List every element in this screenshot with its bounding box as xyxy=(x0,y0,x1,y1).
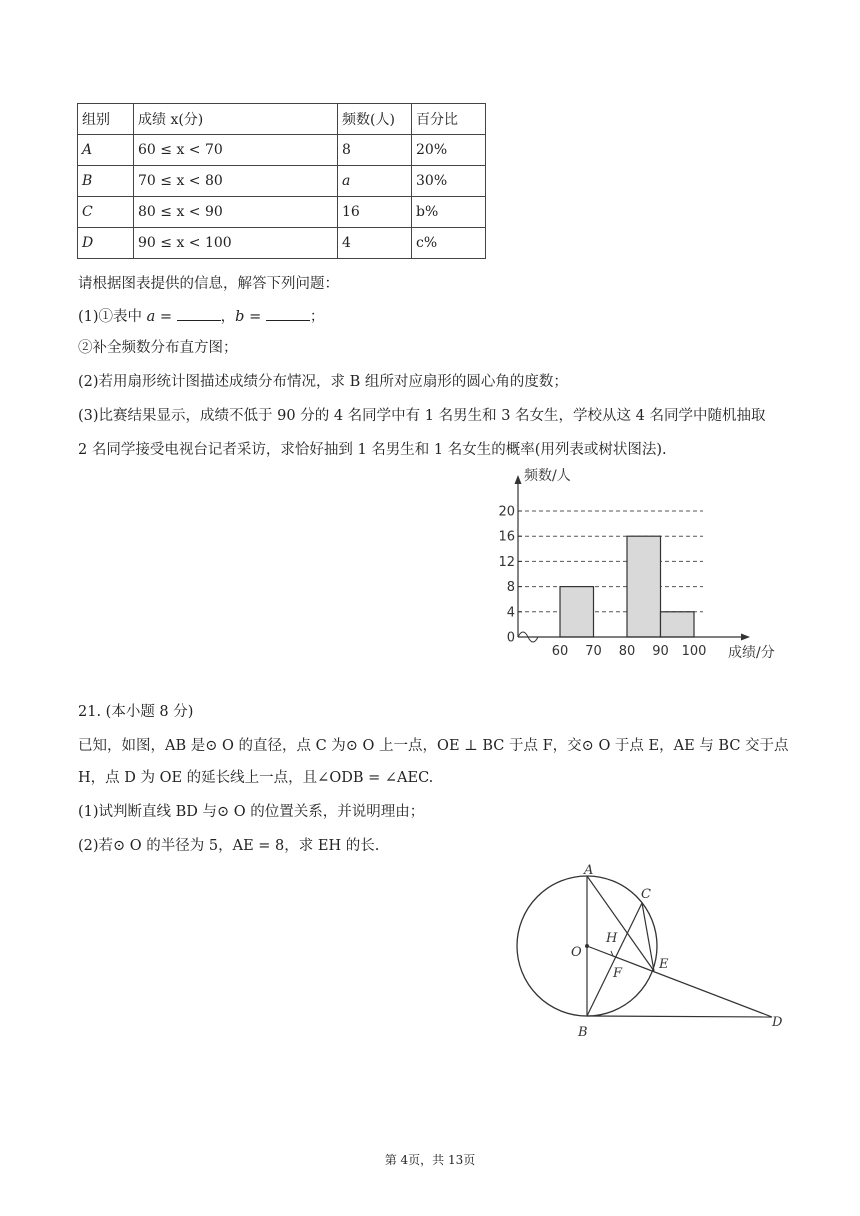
label-b: B xyxy=(578,1025,588,1040)
y-tick-label: 20 xyxy=(498,504,515,520)
x-tick-label: 80 xyxy=(618,644,636,659)
table-row xyxy=(78,228,486,259)
y-tick-label: 4 xyxy=(506,605,515,621)
label-d: D xyxy=(772,1015,783,1030)
table-cell-group: D xyxy=(78,228,134,259)
score-table xyxy=(77,103,486,259)
q20-part1-2: ②补全频数分布直方图； xyxy=(78,340,238,356)
table-cell-group: B xyxy=(78,166,134,197)
label-a: A xyxy=(584,863,594,878)
q20-part1-end: ； xyxy=(309,309,325,325)
table-header: 成绩 x(分) xyxy=(134,104,338,135)
segment-bc xyxy=(587,903,642,1016)
table-header: 百分比 xyxy=(412,104,486,135)
q20-part1-prefix: (1)①表中 xyxy=(78,309,147,325)
x-axis-label: 成绩/分 xyxy=(728,645,775,661)
answer-blank-b xyxy=(266,306,310,321)
q21-part2: (2)若⊙ O 的半径为 5，AE = 8，求 EH 的长. xyxy=(78,838,380,854)
table-cell-range: 70 ≤ x < 80 xyxy=(134,166,338,197)
table-cell-group: A xyxy=(78,135,134,166)
answer-blank-a xyxy=(177,306,221,321)
table-cell-freq: 16 xyxy=(338,197,412,228)
table-row xyxy=(78,166,486,197)
histogram-bar xyxy=(560,587,594,637)
segment-bd xyxy=(587,1016,772,1017)
x-tick-label: 90 xyxy=(652,644,669,659)
q20-part3-line1: (3)比赛结果显示，成绩不低于 90 分的 4 名同学中有 1 名男生和 3 名女生，学校从这 4 名同学中随机抽取 xyxy=(78,408,766,424)
y-axis-arrow xyxy=(515,475,522,484)
table-row xyxy=(78,135,486,166)
table-cell-pct: 20% xyxy=(412,135,486,166)
label-o: O xyxy=(571,945,582,960)
table-cell-pct: b% xyxy=(412,197,486,228)
table-header-row xyxy=(78,104,486,135)
q20-part2: (2)若用扇形统计图描述成绩分布情况，求 B 组所对应扇形的圆心角的度数； xyxy=(78,374,568,390)
label-h: H xyxy=(606,931,618,946)
table-cell-freq: 8 xyxy=(338,135,412,166)
label-c: C xyxy=(641,887,651,902)
circle-geometry-figure xyxy=(505,858,800,1043)
table-row xyxy=(78,197,486,228)
label-f: F xyxy=(613,966,623,981)
q20-intro: 请根据图表提供的信息，解答下列问题： xyxy=(78,276,339,292)
y-tick-label: 16 xyxy=(498,529,515,545)
table-cell-freq: a xyxy=(338,166,412,197)
x-tick-label: 70 xyxy=(585,644,602,659)
histogram-grid xyxy=(518,511,703,612)
histogram-bar xyxy=(627,536,661,637)
table-cell-range: 90 ≤ x < 100 xyxy=(134,228,338,259)
q20-part1-a: a = xyxy=(146,309,177,325)
table-cell-pct: c% xyxy=(412,228,486,259)
table-cell-freq: 4 xyxy=(338,228,412,259)
table-cell-group: C xyxy=(78,197,134,228)
y-tick-label: 8 xyxy=(506,580,515,596)
table-header: 组别 xyxy=(78,104,134,135)
page-footer: 第 4页，共 13页 xyxy=(384,1153,476,1167)
table-cell-range: 60 ≤ x < 70 xyxy=(134,135,338,166)
table-cell-range: 80 ≤ x < 90 xyxy=(134,197,338,228)
y-tick-label: 12 xyxy=(498,554,515,570)
label-e: E xyxy=(659,957,669,972)
y-tick-label: 0 xyxy=(506,630,515,646)
frequency-histogram xyxy=(498,465,798,665)
table-cell-pct: 30% xyxy=(412,166,486,197)
q21-title: 21. (本小题 8 分) xyxy=(78,704,194,720)
center-point-o xyxy=(585,944,589,948)
q20-part1 xyxy=(78,306,324,327)
table-header: 频数(人) xyxy=(338,104,412,135)
y-axis-label: 频数/人 xyxy=(524,468,571,484)
q21-line2: H，点 D 为 OE 的延长线上一点，且∠ODB = ∠AEC. xyxy=(78,770,434,786)
x-axis-arrow xyxy=(741,634,750,641)
q20-part1-b: b = xyxy=(235,309,266,325)
q21-line1: 已知，如图，AB 是⊙ O 的直径，点 C 为⊙ O 上一点，OE ⊥ BC 于点 F，交⊙ O 于点 E，AE 与 BC 交于点 xyxy=(78,738,789,754)
segment-ce xyxy=(642,903,654,971)
q21-part1: (1)试判断直线 BD 与⊙ O 的位置关系，并说明理由； xyxy=(78,804,425,820)
q20-part3-line2: 2 名同学接受电视台记者采访，求恰好抽到 1 名男生和 1 名女生的概率(用列表或树状图法). xyxy=(78,442,667,458)
histogram-bar xyxy=(661,612,695,637)
x-tick-label: 100 xyxy=(681,644,707,659)
x-tick-label: 60 xyxy=(551,644,569,659)
q20-part1-sep: ， xyxy=(220,309,236,325)
